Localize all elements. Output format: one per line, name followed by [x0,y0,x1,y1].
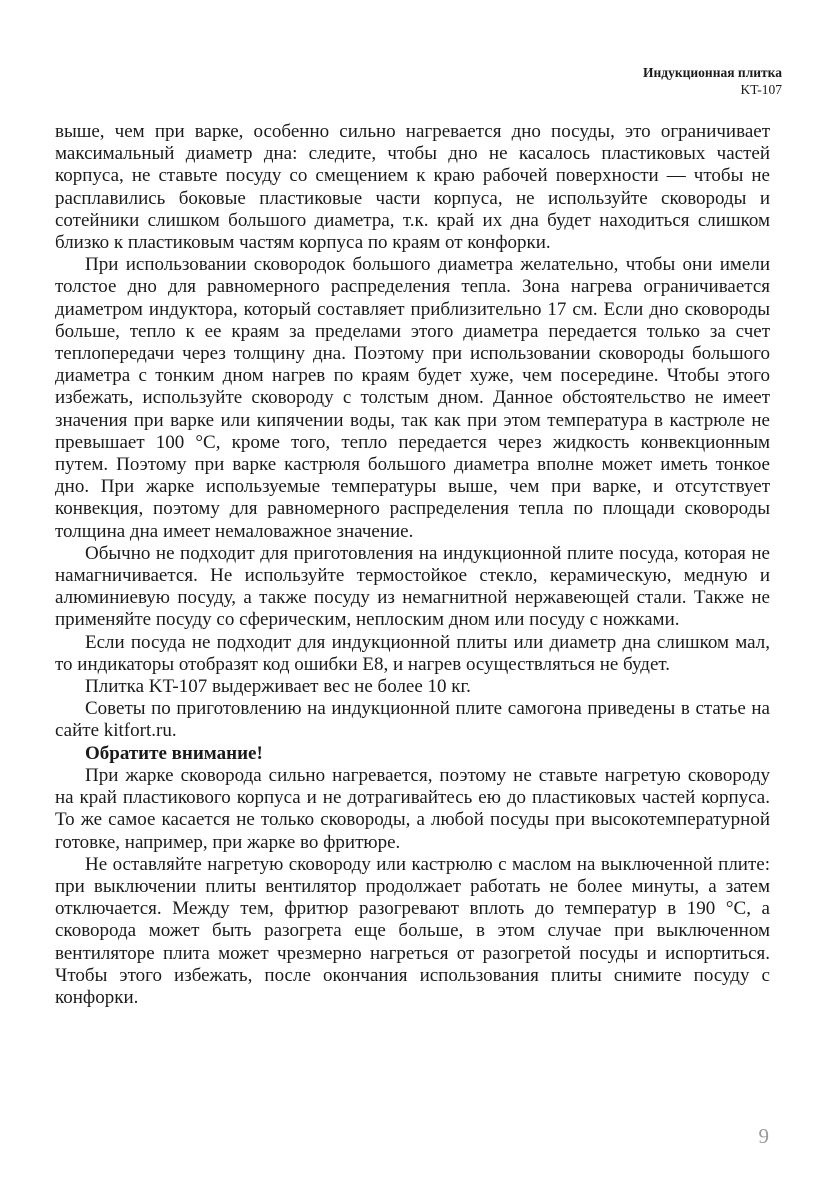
body-text [55,121,770,1009]
paragraph: Советы по приготовлению на индукционной плите самогона приведены в статье на сайте kitfort.ru. [55,698,770,742]
paragraph: Плитка KT-107 выдерживает вес не более 10 кг. [85,676,471,698]
page-number: 9 [758,1124,769,1148]
notice-heading: Обратите внимание! [85,742,263,764]
paragraph: выше, чем при варке, особенно сильно нагревается дно посуды, это ограничивает максимальный диаметр дна: следите, чтобы дно не касалось пластиковых частей корпуса, не ставьте посуду со смещением к краю рабочей поверхности — чтобы не расплавились боковые пластиковые части корпуса, не используйте сковороды и сотейники слишком большого диаметра, т.к. край их дна будет находиться слишком близко к пластиковым частям корпуса по краям от конфорки. [55,121,770,254]
header-model: KT-107 [740,82,782,97]
paragraph: Не оставляйте нагретую сковороду или кастрюлю с маслом на выключенной плите: при выключении плиты вентилятор продолжает работать не более минуты, а затем отключается. Между тем, фритюр разогревают вплоть до температур в 190 °C, а сковорода может быть разогрета еще больше, в этом случае при выключенном вентиляторе плита может чрезмерно нагреться от разогретой посуды и испортиться. Чтобы этого избежать, после окончания использования плиты снимите посуду с конфорки. [55,853,770,1008]
paragraph: Обычно не подходит для приготовления на индукционной плите посуда, которая не намагничивается. Не используйте термостойкое стекло, керамическую, медную и алюминиевую посуду, а также посуду из немагнитной нержавеющей стали. Также не применяйте посуду со сферическим, неплоским дном или посуду с ножками. [55,542,770,631]
paragraph: При использовании сковородок большого диаметра желательно, чтобы они имели толстое дно для равномерного распределения тепла. Зона нагрева ограничивается диаметром индуктора, который составляет приблизительно 17 см. Если дно сковороды больше, тепло к ее краям за пределами этого диаметра передается только за счет теплопередачи через толщину дна. Поэтому при использовании сковороды большого диаметра с тонким дном нагрев по краям будет хуже, чем посередине. Чтобы этого избежать, используйте сковороду с толстым дном. Данное обстоятельство не имеет значения при варке или кипячении воды, так как при этом температура в кастрюле не превышает 100 °C, кроме того, тепло передается через жидкость конвекционным путем. Поэтому при варке кастрюля большого диаметра вполне может иметь тонкое дно. При жарке используемые температуры выше, чем при варке, и отсутствует конвекция, поэтому для равномерного распределения тепла по площади сковороды толщина дна имеет немаловажное значение. [55,254,770,542]
paragraph: При жарке сковорода сильно нагревается, поэтому не ставьте нагретую сковороду на край пластикового корпуса и не дотрагивайтесь ею до пластиковых частей корпуса. То же самое касается не только сковороды, а любой посуды при высокотемпературной готовке, например, при жарке во фритюре. [55,764,770,853]
header-title: Индукционная плитка [642,65,782,80]
running-header [643,64,782,98]
paragraph: Если посуда не подходит для индукционной плиты или диаметр дна слишком мал, то индикаторы отобразят код ошибки E8, и нагрев осуществляться не будет. [55,631,770,675]
